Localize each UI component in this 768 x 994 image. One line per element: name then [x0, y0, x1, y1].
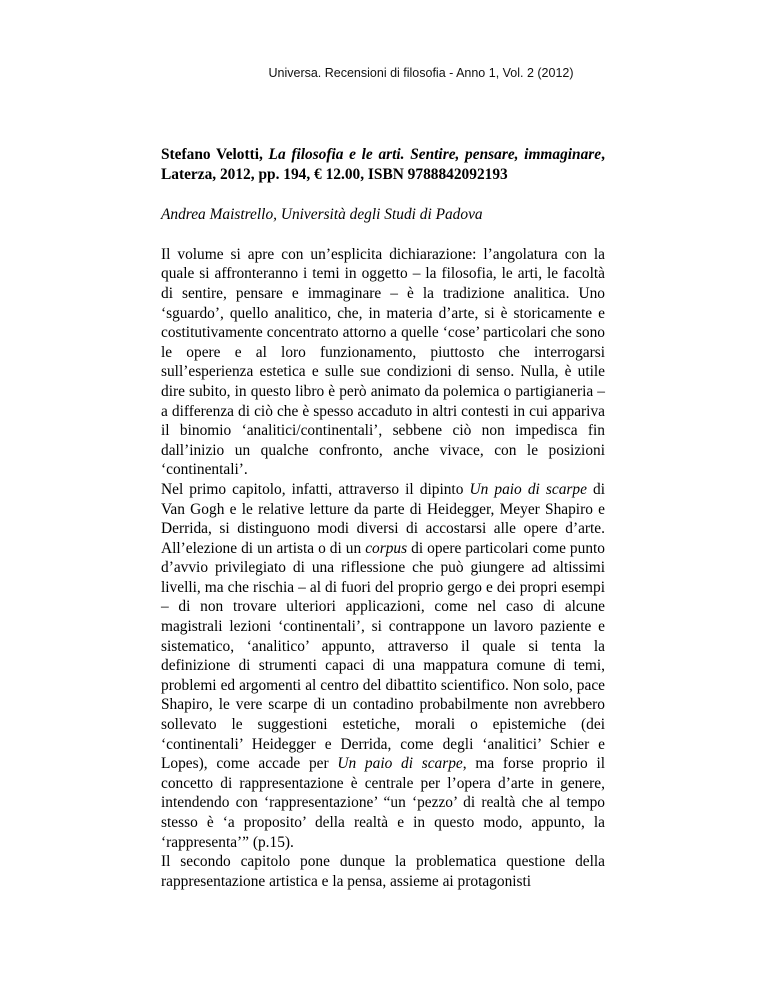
review-content — [161, 145, 605, 891]
paragraph-3: Il secondo capitolo pone dunque la problematica questione della rappresentazione artistica e la pensa, assieme ai protagonisti — [161, 853, 605, 890]
book-details: , Laterza, 2012, pp. 194, € 12.00, ISBN 9788842092193 — [161, 146, 605, 183]
artwork-title: Un paio di scarpe — [337, 755, 463, 773]
book-citation — [161, 145, 605, 184]
artwork-title: Un paio di scarpe — [469, 480, 587, 498]
book-author: Stefano Velotti, — [161, 146, 269, 163]
text-run: di opere particolari come punto d’avvio privilegiato di una riflessione che può giungere ad altissimi livelli, ma che rischia – al di fuori del proprio gergo e dei propri esempi – di non trovare ulteriori applicazioni, come nel caso di alcune magistrali lezioni ‘continentali’, si contrappone un lavoro paziente e sistematico, ‘analitico’ appunto, attraverso il quale si tenta la definizione di strumenti capaci di una mappatura comune di temi, problemi ed argomenti al centro del dibattito scientifico. Non solo, pace Shapiro, le vere scarpe di un contadino probabilmente non avrebbero sollevato le suggestioni estetiche, morali o epistemiche (dei ‘continentali’ Heidegger e Derrida, come degli ‘analitici’ Schier e Lopes), come accade per — [161, 539, 605, 773]
text-run: , ma forse proprio il concetto di rappresentazione è centrale per l’opera d’arte in genere, intendendo con ‘rappresentazione’ “un ‘pezzo’ di realtà che al tempo stesso è ‘a proposito’ della realtà e in questo modo, appunto, la ‘rappresenta’” (p.15). — [161, 755, 605, 851]
paragraph-2 — [161, 480, 605, 852]
text-run: Nel primo capitolo, infatti, attraverso il dipinto — [161, 480, 470, 498]
reviewer-name: Andrea Maistrello, Università degli Studi di Padova — [161, 206, 483, 224]
italic-term: corpus — [365, 539, 408, 557]
book-title: La filosofia e le arti. Sentire, pensare, immaginare — [268, 146, 602, 163]
text-run: di Van Gogh e le relative letture da parte di Heidegger, Meyer Shapiro e Derrida, si distinguono modi diversi di accostarsi alle opere d’arte. All’elezione di un artista o di un — [161, 480, 605, 557]
running-head: Universa. Recensioni di filosofia - Anno 1, Vol. 2 (2012) — [268, 66, 574, 80]
paragraph-1: Il volume si apre con un’esplicita dichiarazione: l’angolatura con la quale si affronteranno i temi in oggetto – la filosofia, le arti, le facoltà di sentire, pensare e immaginare – è la tradizione analitica. Uno ‘sguardo’, quello analitico, che, in materia d’arte, si è storicamente e costitutivamente concentrato attorno a quelle ‘cose’ particolari che sono le opere e al loro funzionamento, piuttosto che interrogarsi sull’esperienza estetica e sulle sue condizioni di senso. Nulla, è utile dire subito, in questo libro è però animato da polemica o partigianeria – a differenza di ciò che è spesso accaduto in altri contesti in cui appariva il binomio ‘analitici/continentali’, sebbene ciò non impedisca fin dall’inizio un qualche confronto, anche vivace, con le posizioni ‘continentali’. — [161, 245, 605, 479]
